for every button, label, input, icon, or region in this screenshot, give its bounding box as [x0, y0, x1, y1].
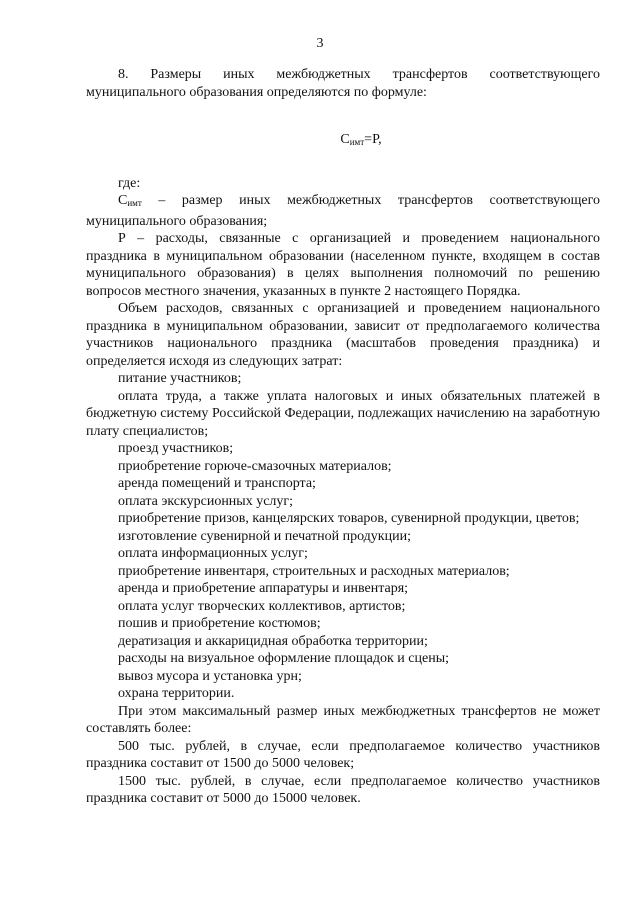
definition-c-symbol: С: [118, 193, 128, 208]
list-item: пошив и приобретение костюмов;: [118, 616, 321, 631]
formula: [122, 131, 600, 152]
definition-c-subscript: имт: [127, 198, 142, 208]
list-item: 1500 тыс. рублей, в случае, если предполагаемое количество участников праздника составит от 5000 до 15000 человек.: [86, 773, 600, 806]
volume-paragraph: Объем расходов, связанных с организацией и проведением национального праздника в муниципальном образовании, зависит от предполагаемого количества участников национального праздника (масштабов проведения праздника) и определяется исходя из следующих затрат:: [86, 301, 600, 369]
definition-c-text: – размер иных межбюджетных трансфертов соответствующего муниципального образования;: [86, 193, 600, 229]
list-item: оплата услуг творческих коллективов, артистов;: [118, 598, 406, 614]
list-item: оплата труда, а также уплата налоговых и иных обязательных платежей в бюджетную систему Российской Федерации, подлежащих начислению на заработную плату специалистов;: [86, 388, 600, 439]
list-item: дератизация и аккарицидная обработка территории;: [118, 633, 428, 649]
page-number: 3: [316, 36, 324, 51]
list-item: приобретение инвентаря, строительных и расходных материалов;: [118, 563, 510, 579]
limit-list: [86, 738, 600, 808]
where-label: где:: [118, 175, 141, 191]
max-paragraph: При этом максимальный размер иных межбюджетных трансфертов не может составлять более:: [86, 703, 600, 736]
paragraph-8: 8. Размеры иных межбюджетных трансфертов соответствующего муниципального образования определяются по формуле:: [86, 67, 600, 100]
document-body: [86, 66, 600, 808]
formula-lhs-subscript: имт: [349, 137, 365, 147]
formula-lhs: С: [340, 132, 350, 147]
list-item: приобретение горюче-смазочных материалов;: [118, 458, 392, 474]
list-item: изготовление сувенирной и печатной продукции;: [118, 528, 411, 544]
list-item: аренда и приобретение аппаратуры и инвентаря;: [118, 581, 409, 596]
list-item: приобретение призов, канцелярских товаров, сувенирной продукции, цветов;: [118, 511, 580, 526]
definition-c: [86, 192, 600, 230]
list-item: питание участников;: [118, 371, 242, 386]
list-item: проезд участников;: [118, 441, 234, 456]
list-item: аренда помещений и транспорта;: [118, 476, 316, 491]
list-item: охрана территории.: [118, 686, 235, 701]
formula-rhs: =Р,: [364, 132, 382, 147]
list-item: расходы на визуальное оформление площадок и сцены;: [118, 651, 449, 666]
expense-list: [86, 370, 600, 703]
list-item: оплата информационных услуг;: [118, 546, 308, 561]
list-item: оплата экскурсионных услуг;: [118, 493, 294, 509]
definition-p: Р – расходы, связанные с организацией и проведением национального праздника в муниципальном образовании (населенном пункте, входящем в состав муниципального образования) в целях выполнения полномочий по решению вопросов местного значения, указанных в пункте 2 настоящего Порядка.: [86, 231, 600, 299]
list-item: вывоз мусора и установка урн;: [118, 668, 302, 684]
list-item: 500 тыс. рублей, в случае, если предполагаемое количество участников праздника составит от 1500 до 5000 человек;: [86, 738, 600, 771]
